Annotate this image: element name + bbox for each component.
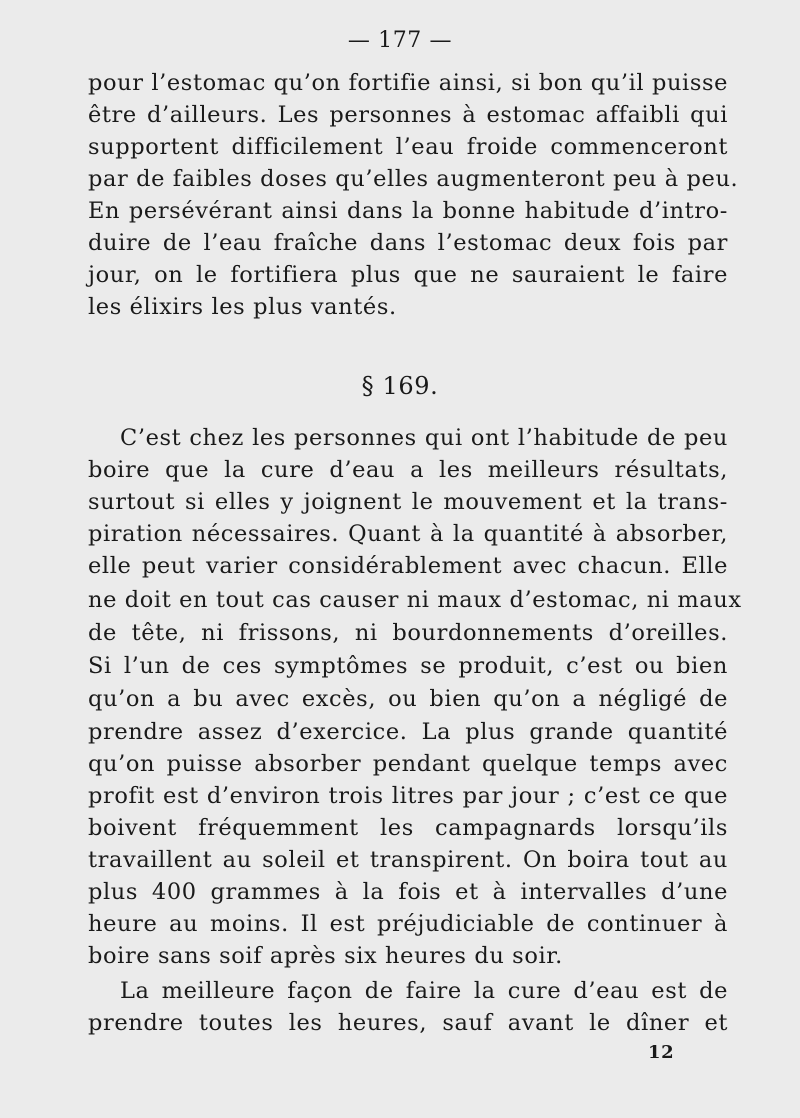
text-line: Si l’un de ces symptômes se produit, c’est ou bien [88, 653, 728, 679]
text-line: heure au moins. Il est préjudiciable de continuer à [88, 911, 728, 937]
text-line: pour l’estomac qu’on fortifie ainsi, si bon qu’il puisse [88, 70, 729, 96]
text-line: travaillent au soleil et transpirent. On boira tout au [88, 847, 728, 873]
text-line: prendre toutes les heures, sauf avant le dîner et [88, 1010, 728, 1036]
text-line: prendre assez d’exercice. La plus grande quantité [88, 719, 728, 745]
text-line: être d’ailleurs. Les personnes à estomac affaibli qui [88, 102, 728, 128]
page-number-header: — 177 — [347, 28, 453, 53]
text-line: ne doit en tout cas causer ni maux d’estomac, ni maux [88, 587, 742, 613]
text-line: de tête, ni frissons, ni bourdonnements d’oreilles. [88, 620, 728, 646]
text-line: supportent difficilement l’eau froide commenceront [88, 134, 728, 160]
text-line: plus 400 grammes à la fois et à intervalles d’une [88, 879, 728, 905]
text-line: surtout si elles y joignent le mouvement et la trans- [88, 489, 728, 515]
section-heading: § 169. [361, 372, 439, 400]
text-line: jour, on le fortifiera plus que ne sauraient le faire [88, 262, 728, 288]
text-line: boivent fréquemment les campagnards lorsqu’ils [88, 815, 728, 841]
text-line: En persévérant ainsi dans la bonne habitude d’intro- [88, 198, 728, 224]
text-line: elle peut varier considérablement avec chacun. Elle [88, 553, 728, 579]
text-line: piration nécessaires. Quant à la quantité à absorber, [88, 521, 728, 547]
signature-mark: 12 [648, 1042, 675, 1063]
text-line: boire que la cure d’eau a les meilleurs résultats, [88, 457, 728, 483]
text-line: La meilleure façon de faire la cure d’eau est de [120, 978, 728, 1004]
text-line: C’est chez les personnes qui ont l’habitude de peu [120, 425, 728, 451]
text-line: duire de l’eau fraîche dans l’estomac deux fois par [88, 230, 728, 256]
text-line: profit est d’environ trois litres par jour ; c’est ce que [88, 783, 728, 809]
text-line: qu’on puisse absorber pendant quelque temps avec [88, 751, 728, 777]
text-line: boire sans soif après six heures du soir. [88, 943, 563, 969]
text-line: par de faibles doses qu’elles augmenteront peu à peu. [88, 166, 739, 192]
text-line: qu’on a bu avec excès, ou bien qu’on a négligé de [88, 686, 728, 712]
text-line: les élixirs les plus vantés. [88, 294, 397, 320]
